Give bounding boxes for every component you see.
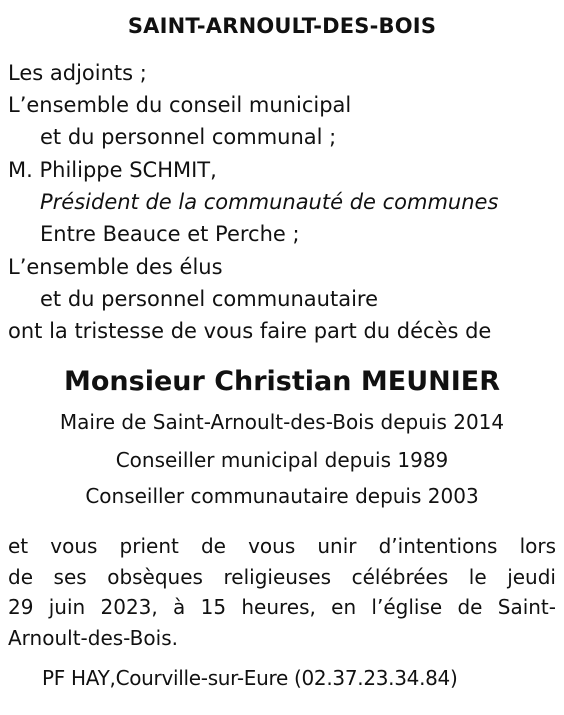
deceased-title: Conseiller communautaire depuis 2003 [85,484,479,508]
funeral-home-contact: PF HAY,Courville-sur-Eure (02.37.23.34.84) [42,666,458,690]
notice-heading: SAINT-ARNOULT-DES-BOIS [127,14,437,38]
announcer-line: L’ensemble des élus [8,255,223,279]
invitation-line: de ses obsèques religieuses célébrées le jeudi [8,564,556,589]
announcer-line: M. Philippe SCHMIT, [8,158,217,182]
announcer-line: Entre Beauce et Perche ; [40,222,300,246]
announcer-line: Les adjoints ; [8,61,147,85]
invitation-paragraph [8,531,556,653]
deceased-title: Conseiller municipal depuis 1989 [115,448,449,472]
announcer-line: et du personnel communal ; [40,125,337,149]
deceased-name: Monsieur Christian MEUNIER [63,366,500,397]
announcer-line: L’ensemble du conseil municipal [8,93,352,117]
announcer-line: ont la tristesse de vous faire part du décès de [8,319,492,343]
invitation-line: et vous prient de vous unir d’intentions lors [8,534,556,558]
deceased-title: Maire de Saint-Arnoult-des-Bois depuis 2014 [59,410,505,434]
announcer-line: et du personnel communautaire [40,287,378,311]
invitation-line: 29 juin 2023, à 15 heures, en l’église de Saint- [8,595,556,619]
announcer-line: Président de la communauté de communes [40,190,499,214]
invitation-line: Arnoult-des-Bois. [8,625,178,650]
